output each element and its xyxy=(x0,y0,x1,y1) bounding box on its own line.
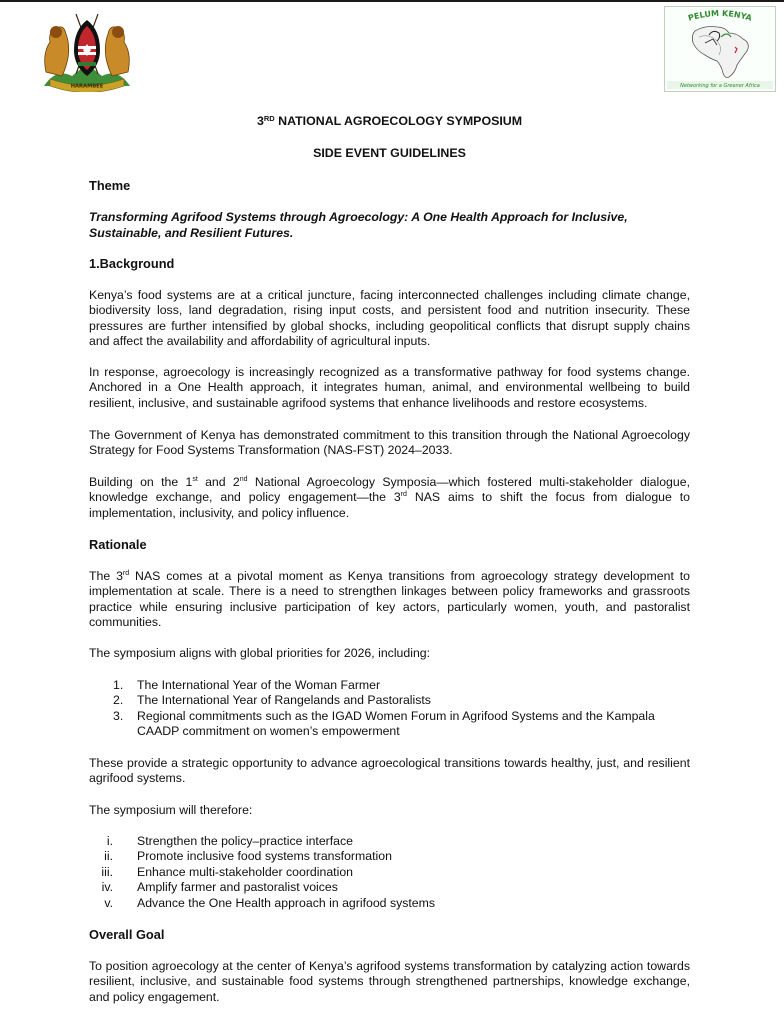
rationale-paragraph-3: These provide a strategic opportunity to advance agroecological transitions towards healthy, just, and resilient agrifood systems. xyxy=(89,756,690,786)
background-paragraph-1: Kenya’s food systems are at a critical juncture, facing interconnected challenges including climate change, biodiversity loss, land degradation, rising input costs, and persistent food and nutrition insecurity. These pressures are further intensified by global shocks, including geopolitical conflicts that disrupt supply chains and affect the availability and affordability of agricultural inputs. xyxy=(89,288,690,349)
document-title-line2: SIDE EVENT GUIDELINES xyxy=(313,146,466,160)
list-item: iii. Enhance multi-stakeholder coordination xyxy=(101,864,354,879)
pelum-kenya-logo xyxy=(664,6,776,92)
background-heading: 1.Background xyxy=(89,256,175,271)
kenya-coat-of-arms-logo xyxy=(36,6,138,92)
background-paragraph-2: In response, agroecology is increasingly recognized as a transformative pathway for food systems change. Anchored in a One Health approach, it integrates human, animal, and environmental wellbeing to build resilient, inclusive, and sustainable agrifood systems that enhance livelihoods and restore ecosystems. xyxy=(89,365,690,410)
priorities-list xyxy=(89,678,690,740)
background-paragraph-4: Building on the 1st and 2nd National Agroecology Symposia—which fostered multi-stakeholder dialogue, knowledge exchange, and policy engagement—the 3rd NAS aims to shift the focus from dialogue to implementation, inclusivity, and policy influence. xyxy=(89,475,691,520)
background-paragraph-3: The Government of Kenya has demonstrated commitment to this transition through the National Agroecology Strategy for Food Systems Transformation (NAS-FST) 2024–2033. xyxy=(89,428,690,458)
list-item: 1. The International Year of the Woman Farmer xyxy=(113,678,381,692)
pelum-tagline-text: Networking for a Greener Africa xyxy=(680,83,760,89)
overall-goal-paragraph: To position agroecology at the center of Kenya’s agrifood systems transformation by catalyzing action towards resilient, inclusive, and sustainable food systems through strengthened partnerships, knowledge exchange, and policy engagement. xyxy=(89,959,690,1004)
objectives-list xyxy=(89,834,690,911)
rationale-paragraph-2: The symposium aligns with global priorities for 2026, including: xyxy=(89,646,431,660)
list-item: ii. Promote inclusive food systems transformation xyxy=(104,849,392,864)
overall-goal-heading: Overall Goal xyxy=(89,927,165,942)
theme-statement: Transforming Agrifood Systems through Agroecology: A One Health Approach for Inclusive, Sustainable, and Resilient Futures. xyxy=(89,210,628,240)
list-item: 3. Regional commitments such as the IGAD Women Forum in Agrifood Systems and the Kampala CAADP commitment on women’s empowerment xyxy=(113,708,655,739)
rationale-paragraph-1: The 3rd NAS comes at a pivotal moment as Kenya transitions from agroecology strategy development to implementation at scale. There is a need to strengthen linkages between policy frameworks and grassroots practice while ensuring inclusive participation of key actors, particularly women, youth, and pastoralist communities. xyxy=(89,569,690,630)
document-title-line1: 3RD NATIONAL AGROECOLOGY SYMPOSIUM xyxy=(256,114,523,128)
rationale-paragraph-4: The symposium will therefore: xyxy=(89,803,253,817)
pelum-name-text: PELUM KENYA xyxy=(687,8,753,23)
rationale-heading: Rationale xyxy=(89,537,147,552)
top-border-rule xyxy=(0,0,784,2)
list-item: iv. Amplify farmer and pastoralist voices xyxy=(101,880,338,895)
list-item: i. Strengthen the policy–practice interface xyxy=(106,834,354,848)
list-item: 2. The International Year of Rangelands and Pastoralists xyxy=(113,693,431,708)
theme-heading: Theme xyxy=(89,178,131,193)
coat-of-arms-banner-text: HARAMBEE xyxy=(70,83,104,90)
list-item: v. Advance the One Health approach in agrifood systems xyxy=(104,895,436,910)
